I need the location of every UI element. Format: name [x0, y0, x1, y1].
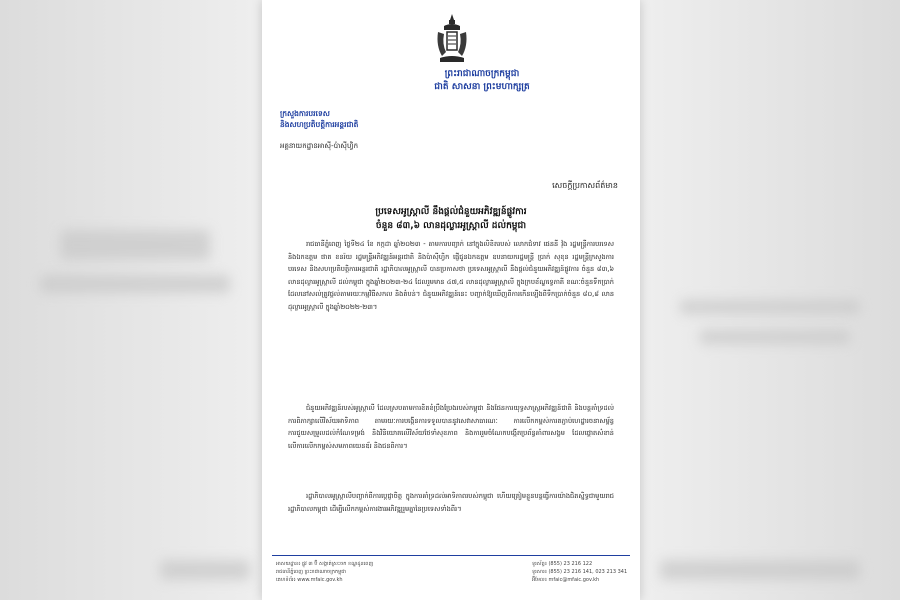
document-type: សេចក្ដីប្រកាសព័ត៌មាន	[552, 181, 618, 190]
royal-emblem-icon	[432, 12, 472, 64]
address-line: អាសយដ្ឋាន៖ ផ្លូវ ៣ ប៊ី សង្កាត់ស្រះចក ខណ្ឌដូនពេញ	[276, 561, 374, 567]
blurred-background-shape	[40, 275, 230, 293]
footer-address	[276, 560, 476, 584]
email-line: អ៊ីមែល៖ mfaic@mfaic.gov.kh	[532, 577, 600, 583]
blurred-background-shape	[680, 300, 860, 314]
kingdom-line: ព្រះរាជាណាចក្រកម្ពុជា	[444, 69, 520, 79]
paragraph-1: រាជធានីភ្នំពេញ ថ្ងៃទី២៤ ខែ កក្កដា ឆ្នាំ២០២៣ - តាមការបញ្ជាក់ នៅក្នុងលិខិតរបស់ លោកជំទាវ ផេននី វ៉ុង រដ្ឋមន្ត្រីការបរទេស និងឯកឧត្តម ផាត ខនរ៉យ រដ្ឋមន្ត្រីអភិវឌ្ឍន៍អន្តរជាតិ និងប៉ាស៊ីហ្វិក ផ្ញើជូនឯកឧត្តម ឧបនាយករដ្ឋមន្ត្រី ប្រាក់ សុខុន រដ្ឋមន្ត្រីក្រសួងការបរទេស និងសហប្រតិបត្តិការអន្តរជាតិ រដ្ឋាភិបាលអូស្ដ្រាលី បានប្រកាសថា ប្រទេសអូស្ដ្រាលី នឹងផ្ដល់ជំនួយអភិវឌ្ឍន៍ផ្លូវការ ចំនួន ៨៣,៦ លានដុល្លារអូស្ដ្រាលី ដល់កម្ពុជា ក្នុងឆ្នាំ២០២៣-២៤ ដែលរួមមាន ៤៧,៥ លានដុល្លារអូស្ដ្រាលី ក្នុងក្របខ័ណ្ឌទ្វេភាគី ខណៈចំនួនទឹកប្រាក់ដែលនៅសល់ត្រូវផ្ដល់តាមរយៈកម្មវិធីសកល និងតំបន់។ ជំនួយអភិវឌ្ឍន៍នេះ បញ្ជាក់ឱ្យឃើញពីការកើនឡើងពីទឹកប្រាក់ចំនួន ៨០,៨ លានដុល្លារអូស្ដ្រាលី ក្នុងឆ្នាំ២០២២-២៣។	[288, 240, 614, 311]
ministry-header	[280, 108, 430, 130]
motto-line: ជាតិ សាសនា ព្រះមហាក្សត្រ	[434, 82, 530, 92]
blurred-background-shape	[700, 330, 850, 344]
fax-line: ទូរសារ៖ (855) 23 216 141, 023 213 341	[532, 569, 628, 575]
blurred-background-shape	[60, 230, 210, 260]
title-line: ប្រទេសអូស្ដ្រាលី នឹងផ្ដល់ជំនួយអភិវឌ្ឍន៍ផ្លូវការ	[375, 207, 527, 217]
blurred-background-shape	[660, 560, 860, 580]
website-line: គេហទំព័រ៖ www.mfaic.gov.kh	[276, 577, 343, 583]
title-line: ចំនួន ៨៣,៦ លានដុល្លារអូស្ដ្រាលី ដល់កម្ពុជា	[375, 221, 527, 231]
kingdom-header	[382, 68, 582, 94]
paragraph-2: ជំនួយអភិវឌ្ឍន៍របស់អូស្ដ្រាលី ដែលស្របតាមការខិតខំប្រឹងប្រែងរបស់កម្ពុជា និងផែនការយុទ្ធសាស្ត្រអភិវឌ្ឍន៍ជាតិ និងបន្តគាំទ្រដល់ការពិភាក្សាលើវិស័យអាទិភាព តាមរយៈការបង្កើនការទទួលបាននូវសេវាសាធារណៈ ការលើកកម្ពស់ការតភ្ជាប់ហេដ្ឋារចនាសម្ព័ន្ធ ការជួយសម្រួលដល់កំណែទម្រង់ និងវិនិយោគលើវិស័យថែទាំសុខភាព និងការរួមចំណែកបង្កើតប្រព័ន្ធគាំពារសង្គម ដែលផ្ដោតសំខាន់លើការលើកកម្ពស់សមភាពយេនឌ័រ និងជនពិការ។	[288, 404, 614, 450]
ministry-line: ក្រសួងការបរទេស	[280, 109, 330, 118]
press-release-document	[262, 0, 640, 600]
blurred-background-shape	[160, 560, 250, 580]
footer-divider	[272, 555, 630, 556]
document-title	[292, 205, 610, 233]
footer-contact	[532, 560, 632, 584]
department-name: អគ្គនាយកដ្ឋានអាស៊ី-ប៉ាស៊ីហ្វិក	[280, 142, 359, 150]
paragraph-3: រដ្ឋាភិបាលអូស្ដ្រាលីបញ្ជាក់ពីការប្ដេជ្ញាចិត្ត ក្នុងការគាំទ្រដល់អាទិភាពរបស់កម្ពុជា ហើយត្រៀមខ្លួនបន្តធ្វើការយ៉ាងជិតស្និទ្ធជាមួយរាជរដ្ឋាភិបាលកម្ពុជា ដើម្បីលើកកម្ពស់ការងារអភិវឌ្ឍរួមគ្នានៃប្រទេសទាំងពីរ។	[288, 492, 614, 513]
phone-line: ទូរស័ព្ទ៖ (855) 23 216 122	[532, 561, 593, 567]
ministry-line: និងសហប្រតិបត្តិការអន្តរជាតិ	[280, 120, 359, 129]
address-line: រាជធានីភ្នំពេញ ព្រះរាជាណាចក្រកម្ពុជា	[276, 569, 346, 575]
